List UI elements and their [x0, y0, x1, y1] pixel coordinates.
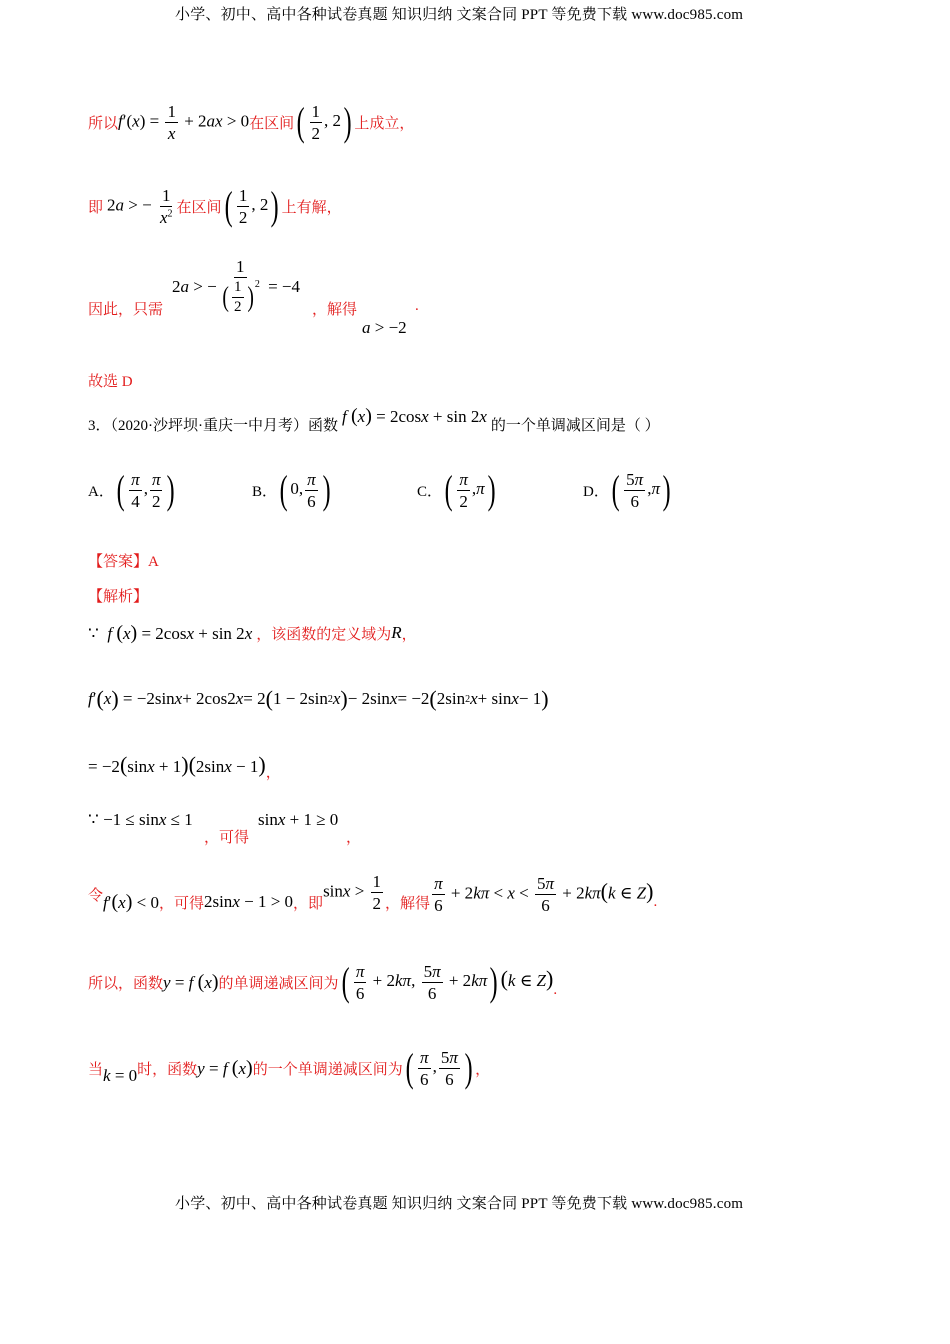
solution-line-7 [88, 1040, 490, 1096]
formula-interval-half-2b: ( $\frac{1}{2}$ , 2) [224, 183, 280, 228]
formula-a-gt-minus2: a > −2 [362, 318, 407, 337]
question-3 [88, 405, 660, 443]
text-when: 当 [88, 1061, 104, 1078]
solution-line-5 [88, 866, 657, 922]
solution-line-6 [88, 954, 557, 1010]
option-a-interval: ( $\frac{\pi}{4}$ , $\frac{\pi}{2}$ ) [116, 467, 176, 512]
page-header: 小学、初中、高中各种试卷真题 知识归纳 文案合同 PPT 等免费下载 www.doc985.com [175, 7, 744, 23]
text-period-6: . [553, 981, 558, 998]
formula-2a-gt: 2a > − $\frac{1}{x^2}$ [107, 185, 173, 227]
text-comma-4: ， [346, 830, 362, 846]
formula-factored: = −2(sinx + 1)(2sinx − 1) [88, 752, 266, 777]
formula-f-def: f (x) = 2cosx + sin 2x [342, 404, 487, 427]
formula-2sin-minus-1: 2sinx − 1 > 0 [203, 892, 294, 911]
formula-sin-gt-half: sinx > $\frac{1}{2}$ [323, 871, 382, 913]
analysis-label: 【解析】 [88, 589, 149, 605]
text-comma-1: ， [401, 626, 417, 643]
answer-label: 【答案】A [88, 554, 159, 570]
formula-derivative: f′(x) = $\frac{1}{x}$ + 2ax > 0 [118, 101, 250, 143]
text-so: 所以 [88, 115, 119, 132]
text-solve-2: ，解得 [385, 895, 431, 912]
text-choose-d: 故选 D [88, 374, 133, 390]
option-a-label: A． [88, 483, 114, 500]
line-that-is [88, 176, 342, 236]
formula-derivative-expansion: f ′ ( x ) = −2sin x + 2cos2 x = 2 ( 1 − 2sin 2 x ) − 2sin x = −2 ( 2sin 2 x + sin x − 1 ) [88, 686, 549, 711]
text-then-function: 时，函数 [137, 1061, 198, 1078]
page-footer: 小学、初中、高中各种试卷真题 知识归纳 文案合同 PPT 等免费下载 www.doc985.com [175, 1196, 744, 1212]
option-c-label: C． [417, 483, 443, 500]
text-therefore: 因此，只需 [88, 302, 164, 318]
text-in-interval-2: 在区间 [176, 199, 222, 216]
text-comma-3: ， [265, 764, 281, 781]
option-b-label: B． [252, 483, 278, 500]
text-that-is: 即 [88, 199, 104, 216]
formula-specific-interval: ( $\frac{\pi}{6}$ , $\frac{5\pi}{6}$ ) [405, 1045, 473, 1090]
formula-x-range: $\frac{\pi}{6}$ + 2kπ < x < $\frac{5\pi}{6}$ + 2kπ(k ∈ Z) [434, 873, 654, 915]
text-solve: ，解得 [312, 302, 358, 318]
option-c-interval: ( $\frac{\pi}{2}$ ,π) [444, 467, 496, 512]
option-b-interval: ( 0, $\frac{\pi}{6}$ ) [279, 467, 331, 512]
option-c[interactable] [417, 462, 498, 518]
formula-R: R [391, 623, 402, 642]
text-holds: 上成立， [354, 115, 415, 132]
formula-interval-half-2: ( $\frac{1}{2}$ , 2) [296, 99, 352, 144]
text-let: 令 [88, 887, 104, 904]
option-d-label: D． [583, 483, 609, 500]
text-comma-7: ， [475, 1061, 491, 1078]
question-3-suffix: 的一个单调减区间是（ ） [490, 417, 660, 434]
line-so-derivative [88, 92, 414, 152]
formula-y-eq-fx: y = f (x) [163, 970, 219, 993]
text-we-get-2: ，可得 [158, 895, 204, 912]
solution-line-1 [88, 620, 417, 646]
text-in-interval: 在区间 [249, 115, 295, 132]
text-domain: ，该函数的定义域为 [256, 626, 392, 643]
formula-y-eq-fx-2: y = f (x) [197, 1056, 253, 1079]
solution-line-3 [88, 750, 281, 780]
option-d-interval: ( $\frac{5\pi}{6}$ ,π) [611, 467, 671, 512]
text-that-is-2: ，即 [293, 895, 324, 912]
question-3-prefix: 3．（2020·沙坪坝·重庆一中月考）函数 [88, 417, 338, 434]
formula-general-interval: ( $\frac{\pi}{6}$ + 2kπ, $\frac{5\pi}{6}$ + 2kπ) (k ∈ Z) [341, 959, 554, 1004]
text-period: . [415, 298, 419, 314]
formula-2a-gt-minus4: 2 a > − 1 ( $\frac{1}{2}$ )$^2$ = −4 [172, 257, 301, 315]
option-a[interactable] [88, 462, 178, 518]
formula-sin-plus-1: sinx + 1 ≥ 0 [258, 810, 339, 829]
text-has-solution: 上有解， [281, 199, 342, 216]
text-we-get: ，可得 [204, 830, 250, 846]
text-decreasing-interval: 的单调递减区间为 [218, 975, 339, 992]
option-b[interactable] [252, 462, 333, 518]
formula-k-eq-0: k = 0 [103, 1066, 138, 1085]
formula-because-f: ∵ f (x) = 2cosx + sin 2x [88, 621, 253, 644]
text-period-5: . [653, 893, 658, 910]
option-d[interactable] [583, 462, 673, 518]
text-one-decreasing-interval: 的一个单调递减区间为 [252, 1061, 403, 1078]
formula-sin-bounds: ∵ −1 ≤ sinx ≤ 1 [88, 810, 193, 829]
text-so-function: 所以，函数 [88, 975, 164, 992]
formula-fprime-lt-0: f′(x) < 0 [103, 890, 159, 913]
